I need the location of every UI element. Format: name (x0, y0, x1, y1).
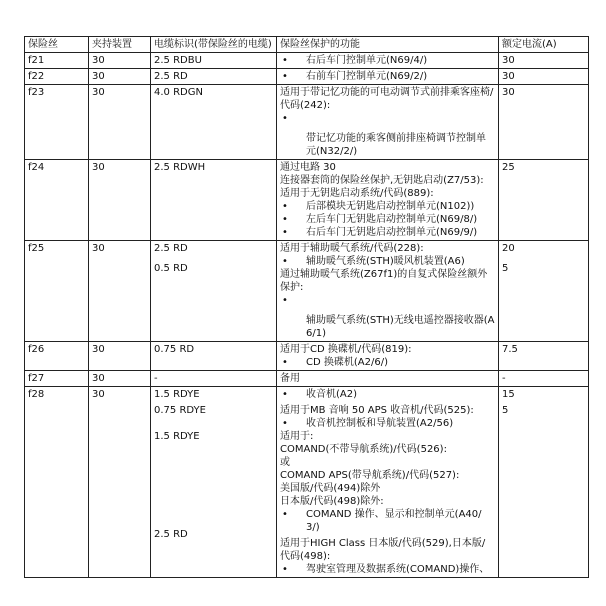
fuse-table (24, 36, 589, 578)
cable-cell (151, 387, 277, 578)
function-bullet: • 左后车门无钥匙启动控制单元(N69/8/) (280, 213, 495, 226)
function-cell (277, 342, 499, 371)
function-text: 通过辅助暖气系统(Z67f1)的自复式保险丝额外保护: (280, 269, 488, 293)
amps-value: 5 (502, 263, 509, 274)
header-amps: 额定电流(A) (499, 37, 589, 53)
cable-cell (151, 342, 277, 371)
cable-id: 2.5 RD (154, 529, 188, 540)
amps-cell (499, 85, 589, 160)
function-text: 美国版/代码(494)除外 (280, 483, 381, 494)
cable-cell (151, 160, 277, 241)
amps-value: 30 (502, 55, 515, 66)
function-cell (277, 53, 499, 69)
amps-value: - (502, 373, 506, 384)
cable-id: 2.5 RD (154, 243, 188, 254)
function-cell (277, 69, 499, 85)
cable-id: 1.5 RDYE (154, 389, 200, 400)
function-bullet: • 后部模块无钥匙启动控制单元(N102)) (280, 200, 495, 213)
function-text: COMAND APS(带导航系统)/代码(527): (280, 470, 460, 481)
fuse-cell: f24 (25, 160, 89, 241)
clamp-cell: 30 (89, 53, 151, 69)
clamp-cell: 30 (89, 387, 151, 578)
amps-value: 20 (502, 243, 515, 254)
function-text: 适用于MB 音响 50 APS 收音机/代码(525): (280, 405, 474, 416)
cable-id: - (154, 373, 158, 384)
function-cell (277, 160, 499, 241)
function-bullet: • 收音机控制板和导航装置(A2/56) (280, 417, 495, 430)
clamp-cell: 30 (89, 69, 151, 85)
function-bullet (280, 294, 495, 307)
header-function: 保险丝保护的功能 (277, 37, 499, 53)
cable-id: 2.5 RDWH (154, 162, 206, 173)
function-text: COMAND(不带导航系统)/代码(526): (280, 444, 447, 455)
table-row (25, 241, 589, 342)
amps-cell (499, 342, 589, 371)
cable-id: 0.5 RD (154, 263, 188, 274)
clamp-cell: 30 (89, 342, 151, 371)
amps-value: 7.5 (502, 344, 518, 355)
table-row (25, 342, 589, 371)
header-fuse: 保险丝 (25, 37, 89, 53)
table-row (25, 69, 589, 85)
fuse-cell: f25 (25, 241, 89, 342)
function-text: 适用于: (280, 431, 314, 442)
function-bullet: • 右前车门控制单元(N69/2/) (280, 70, 495, 83)
function-text: 连接器套筒的保险丝保护,无钥匙启动(Z7/53): (280, 175, 484, 186)
clamp-cell: 30 (89, 85, 151, 160)
function-bullet: • 驾驶室管理及数据系统(COMAND)操作、 (280, 563, 495, 576)
amps-cell (499, 387, 589, 578)
cable-id: 2.5 RDBU (154, 55, 202, 66)
function-text: 适用于辅助暖气系统/代码(228): (280, 243, 424, 254)
fuse-cell: f23 (25, 85, 89, 160)
cable-id: 2.5 RD (154, 71, 188, 82)
function-text: 适用于HIGH Class 日本版/代码(529),日本版/代码(498): (280, 538, 486, 562)
table-row (25, 160, 589, 241)
amps-value: 5 (502, 405, 509, 416)
amps-cell (499, 69, 589, 85)
function-bullet-text: 辅助暖气系统(STH)无线电遥控器接收器(A6/1) (306, 315, 495, 339)
function-bullet: • 收音机(A2) (280, 388, 495, 401)
amps-value: 25 (502, 162, 515, 173)
cable-id: 0.75 RD (154, 344, 195, 355)
cable-id: 4.0 RDGN (154, 87, 203, 98)
cable-cell (151, 85, 277, 160)
function-bullet: • COMAND 操作、显示和控制单元(A40/3/) (280, 508, 495, 534)
clamp-cell: 30 (89, 371, 151, 387)
function-text: 日本版/代码(498)除外: (280, 496, 384, 507)
function-bullet-text: 带记忆功能的乘客侧前排座椅调节控制单元(N32/2/) (306, 133, 486, 157)
fuse-cell: f26 (25, 342, 89, 371)
amps-cell (499, 160, 589, 241)
function-cell (277, 241, 499, 342)
cable-cell (151, 53, 277, 69)
table-header-row (25, 37, 589, 53)
function-bullet: • 辅助暖气系统(STH)暖风机装置(A6) (280, 255, 495, 268)
clamp-cell: 30 (89, 160, 151, 241)
function-text: 适用于CD 换碟机/代码(819): (280, 344, 412, 355)
cable-id: 1.5 RDYE (154, 431, 200, 442)
function-cell (277, 387, 499, 578)
function-text: 通过电路 30 (280, 162, 336, 173)
amps-value: 30 (502, 71, 515, 82)
function-bullet: • 右后车门控制单元(N69/4/) (280, 54, 495, 67)
table-row (25, 53, 589, 69)
function-cell (277, 371, 499, 387)
header-cable: 电缆标识(带保险丝的电缆) (151, 37, 277, 53)
function-bullet: • 右后车门无钥匙启动控制单元(N69/9/) (280, 226, 495, 239)
amps-cell (499, 53, 589, 69)
table-row (25, 85, 589, 160)
function-text: 适用于带记忆功能的可电动调节式前排乘客座椅/代码(242): (280, 87, 494, 111)
cable-cell (151, 371, 277, 387)
function-cell (277, 85, 499, 160)
function-bullet (280, 112, 495, 125)
function-text: 备用 (280, 373, 300, 384)
cable-cell (151, 69, 277, 85)
table-row (25, 387, 589, 578)
amps-cell (499, 371, 589, 387)
function-text: 适用于无钥匙启动系统/代码(889): (280, 188, 434, 199)
clamp-cell: 30 (89, 241, 151, 342)
fuse-cell: f21 (25, 53, 89, 69)
header-clamp: 夹持装置 (89, 37, 151, 53)
fuse-cell: f28 (25, 387, 89, 578)
amps-cell (499, 241, 589, 342)
amps-value: 15 (502, 389, 515, 400)
function-bullet: • CD 换碟机(A2/6/) (280, 356, 495, 369)
cable-cell (151, 241, 277, 342)
function-text: 或 (280, 457, 290, 468)
fuse-cell: f27 (25, 371, 89, 387)
amps-value: 30 (502, 87, 515, 98)
cable-id: 0.75 RDYE (154, 405, 206, 416)
fuse-cell: f22 (25, 69, 89, 85)
table-row (25, 371, 589, 387)
